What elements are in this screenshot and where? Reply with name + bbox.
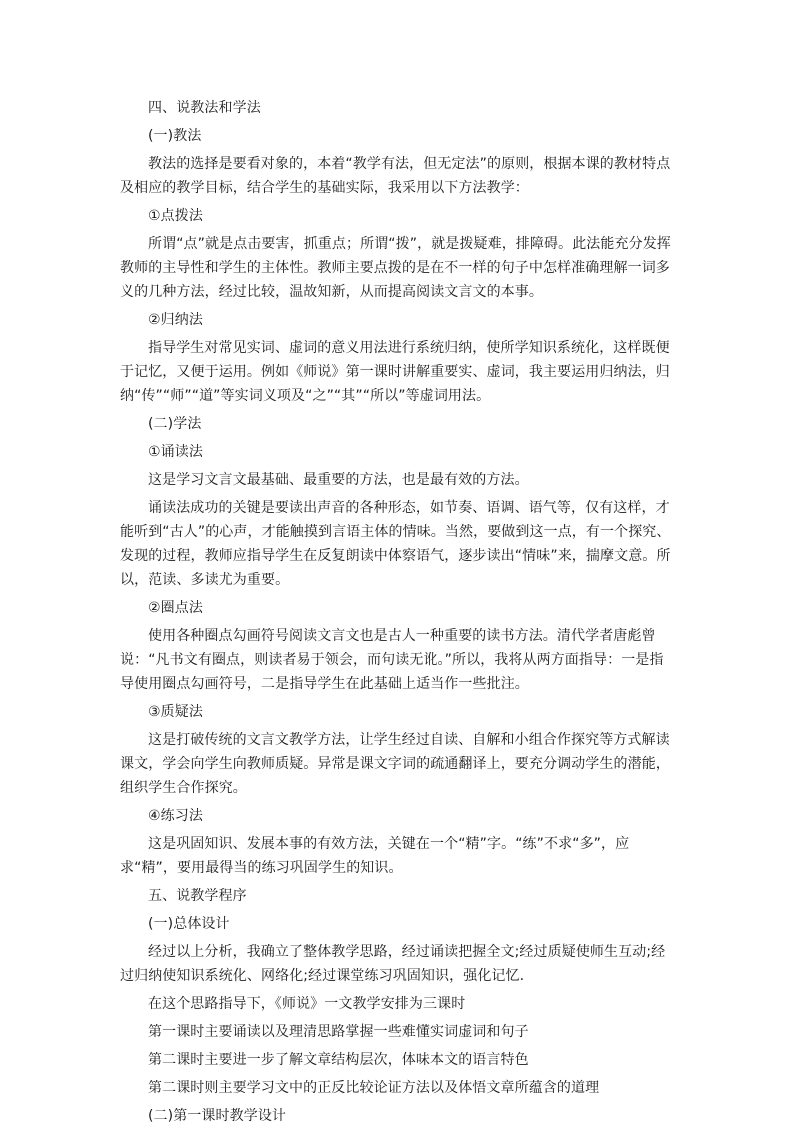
method-heading: ④练习法 (148, 808, 203, 824)
paragraph: 指导学生对常见实词、虚词的意义用法进行系统归纳，使所学知识系统化，这样既便于记忆，又便于运用。例如《师说》第一课时讲解重要实、虚词，我主要运用归纳法，归纳“传”“师”“道”等实词义项及“之”“其”“所以”等虚词用法。 (120, 340, 670, 404)
paragraph: 经过以上分析，我确立了整体教学思路，经过诵读把握全文;经过质疑使师生互动;经过归纳使知识系统化、网络化;经过课堂练习巩固知识，强化记忆. (120, 944, 666, 984)
paragraph: 这是学习文言文最基础、最重要的方法，也是最有效的方法。 (148, 472, 529, 488)
subheading-overall-design: (一)总体设计 (148, 916, 230, 932)
document-body (120, 96, 675, 1128)
paragraph: 第一课时主要诵读以及理清思路掌握一些难懂实词虚词和句子 (148, 1024, 529, 1040)
paragraph: 诵读法成功的关键是要读出声音的各种形态，如节奏、语调、语气等，仅有这样，才能听到“古人”的心声，才能触摸到言语主体的情味。当然，要做到这一点，有一个探究、发现的过程，教师应指导学生在反复朗读中体察语气，逐步读出“情味”来，揣摩文意。所以，范读、多读尤为重要。 (120, 500, 671, 588)
subheading-teaching-method: (一)教法 (148, 128, 202, 144)
subheading-lesson-one-design: (二)第一课时教学设计 (148, 1108, 287, 1124)
subheading-learning-method: (二)学法 (148, 416, 202, 432)
method-heading: ②归纳法 (148, 312, 203, 328)
method-heading: ①点拨法 (148, 208, 203, 224)
method-heading: ③质疑法 (148, 704, 203, 720)
paragraph: 使用各种圈点勾画符号阅读文言文也是古人一种重要的读书方法。清代学者唐彪曾说：“凡书文有圈点，则读者易于领会，而句读无讹。”所以，我将从两方面指导：一是指导使用圈点勾画符号，二是指导学生在此基础上适当作一些批注。 (120, 628, 664, 692)
paragraph: 在这个思路指导下，《师说》一文教学安排为三课时 (148, 996, 466, 1012)
paragraph: 第二课时主要进一步了解文章结构层次，体味本文的语言特色 (148, 1052, 529, 1068)
paragraph: 这是巩固知识、发展本事的有效方法，关键在一个“精”字。“练”不求“多”，应求“精”，要用最得当的练习巩固学生的知识。 (120, 836, 630, 876)
section-heading-4: 四、说教法和学法 (148, 100, 261, 116)
method-heading: ②圈点法 (148, 600, 203, 616)
method-heading: ①诵读法 (148, 444, 203, 460)
paragraph: 第二课时则主要学习文中的正反比较论证方法以及体悟文章所蕴含的道理 (148, 1080, 600, 1096)
paragraph: 教法的选择是要看对象的，本着“教学有法，但无定法”的原则，根据本课的教材特点及相应的教学目标，结合学生的基础实际，我采用以下方法教学： (120, 156, 671, 196)
paragraph: 这是打破传统的文言文教学方法，让学生经过自读、自解和小组合作探究等方式解读课文，学会向学生向教师质疑。异常是课文字词的疏通翻译上，要充分调动学生的潜能，组织学生合作探究。 (120, 732, 670, 796)
section-heading-5: 五、说教学程序 (148, 888, 247, 904)
paragraph: 所谓“点”就是点击要害，抓重点；所谓“拨”，就是拨疑难，排障碍。此法能充分发挥教师的主导性和学生的主体性。教师主要点拨的是在不一样的句子中怎样准确理解一词多义的几种方法，经过比较，温故知新，从而提高阅读文言文的本事。 (120, 236, 671, 300)
